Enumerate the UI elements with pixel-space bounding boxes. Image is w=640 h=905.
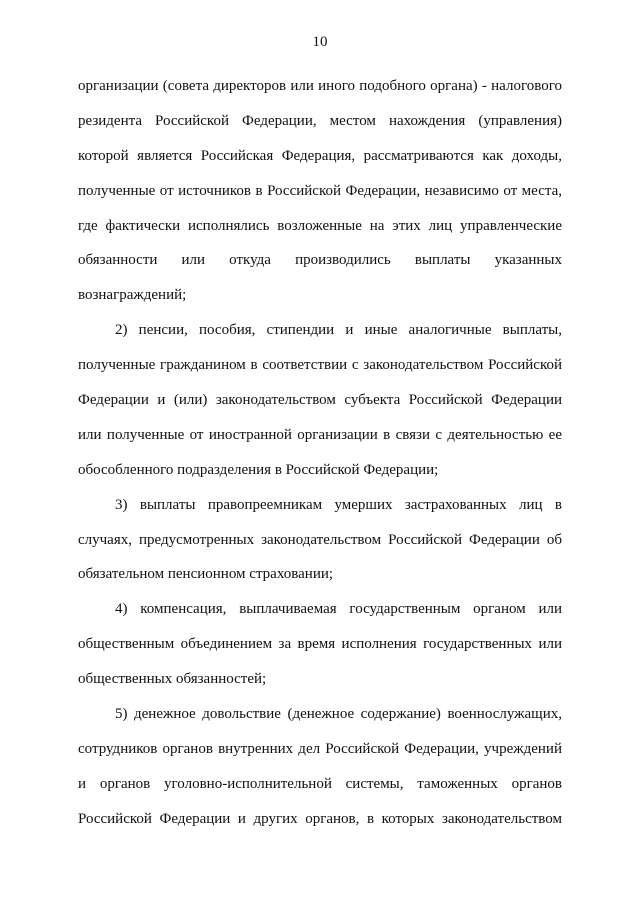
- text-line: 5) денежное довольствие (денежное содержание) военнослужащих,: [115, 706, 562, 723]
- text-line: где фактически исполнялись возложенные на этих лиц управленческие: [78, 217, 562, 234]
- text-line: обязанности или откуда производились выплаты указанных: [78, 252, 562, 269]
- text-line: случаях, предусмотренных законодательством Российской Федерации об: [78, 531, 562, 548]
- text-line: обособленного подразделения в Российской Федерации;: [78, 461, 439, 478]
- text-line: общественным объединением за время исполнения государственных или: [78, 636, 562, 653]
- text-line: полученные от источников в Российской Федерации, независимо от места,: [78, 182, 562, 199]
- text-line: общественных обязанностей;: [78, 671, 267, 688]
- text-line: которой является Российская Федерация, рассматриваются как доходы,: [78, 147, 562, 164]
- text-line: вознаграждений;: [78, 287, 187, 304]
- text-line: 4) компенсация, выплачиваемая государственным органом или: [115, 601, 562, 618]
- text-line: 2) пенсии, пособия, стипендии и иные аналогичные выплаты,: [115, 322, 562, 339]
- text-line: резидента Российской Федерации, местом нахождения (управления): [78, 112, 562, 129]
- text-line: и органов уголовно-исполнительной системы, таможенных органов: [78, 775, 562, 792]
- text-line: организации (совета директоров или иного подобного органа) - налогового: [78, 78, 562, 94]
- text-line: обязательном пенсионном страховании;: [78, 566, 334, 583]
- text-line: Федерации и (или) законодательством субъекта Российской Федерации: [78, 392, 562, 409]
- text-line: Российской Федерации и других органов, в которых законодательством: [78, 810, 562, 827]
- text-line: полученные гражданином в соответствии с законодательством Российской: [78, 357, 562, 374]
- text-line: сотрудников органов внутренних дел Российской Федерации, учреждений: [78, 740, 562, 757]
- text-line: или полученные от иностранной организации в связи с деятельностью ее: [78, 426, 562, 443]
- body-text: [78, 69, 562, 837]
- text-line: 3) выплаты правопреемникам умерших застрахованных лиц в: [115, 496, 562, 513]
- page-number: 10: [312, 34, 328, 50]
